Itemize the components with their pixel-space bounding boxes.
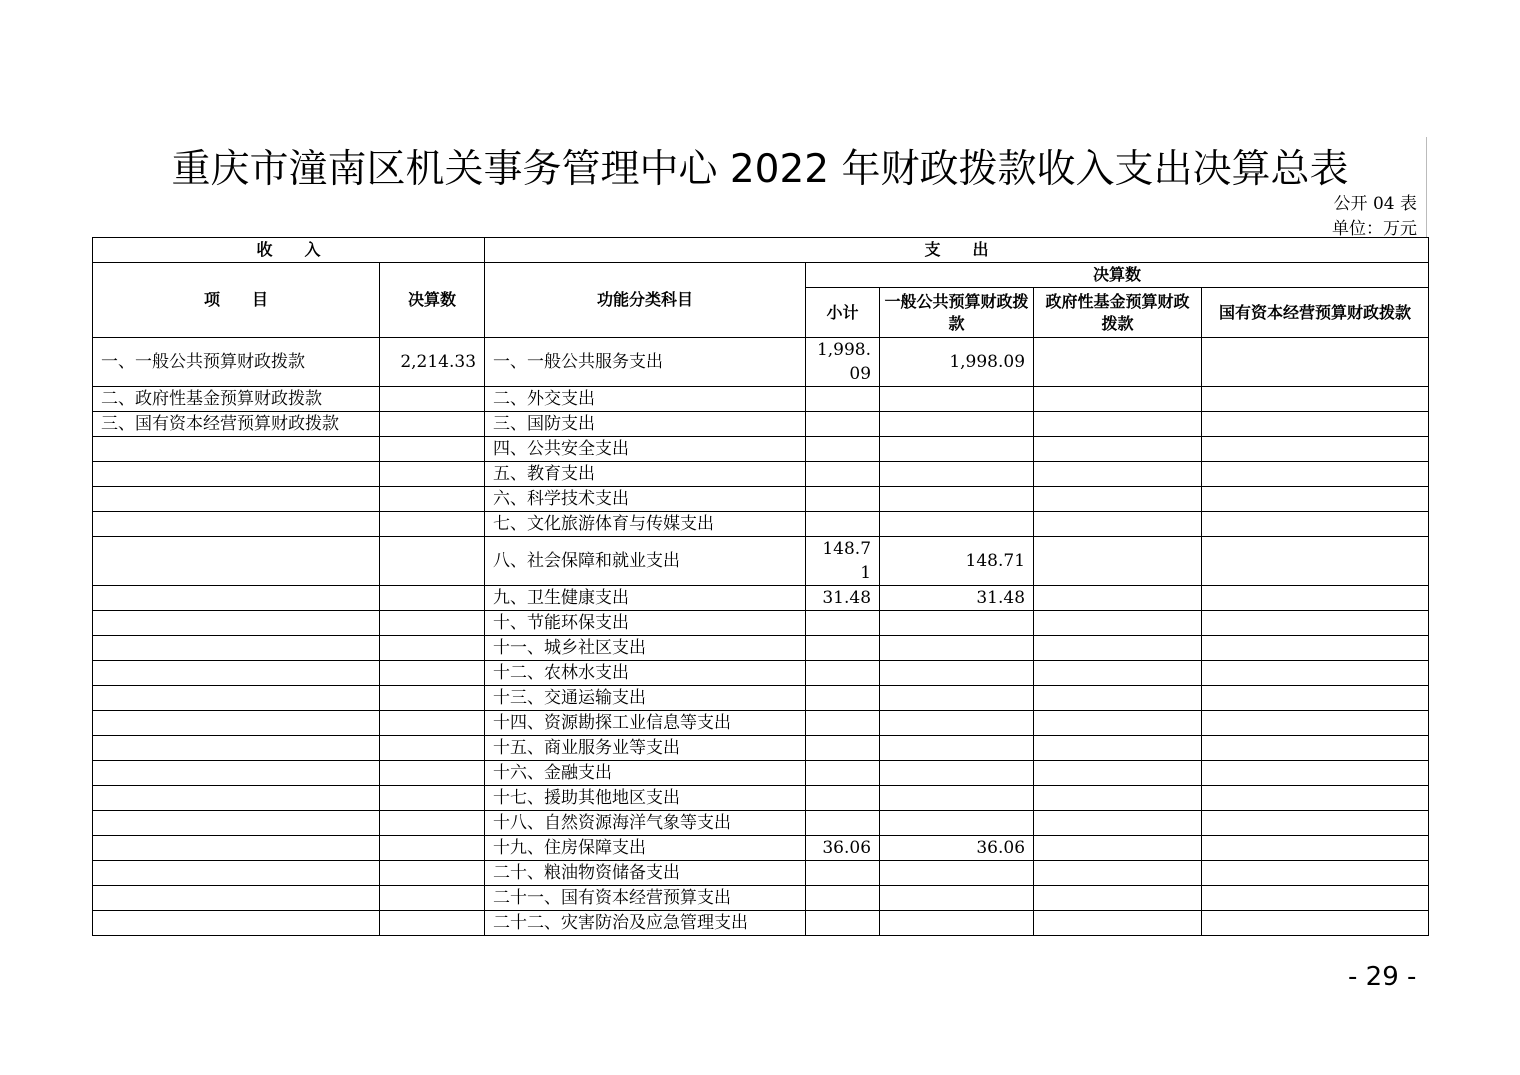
- table-row: [93, 412, 1429, 437]
- state-capital-cell: [1202, 537, 1429, 586]
- subtotal-cell: [806, 437, 880, 462]
- gov-fund-cell: [1034, 861, 1202, 886]
- expense-item-cell: 六、科学技术支出: [485, 487, 806, 512]
- state-capital-cell: [1202, 911, 1429, 936]
- subtotal-cell: [806, 412, 880, 437]
- income-amount-cell: [380, 836, 485, 861]
- state-capital-cell: [1202, 761, 1429, 786]
- state-capital-cell: [1202, 736, 1429, 761]
- subtotal-cell: [806, 861, 880, 886]
- general-budget-cell: [880, 487, 1034, 512]
- expense-item-cell: 二十、粮油物资储备支出: [485, 861, 806, 886]
- unit-label: 单位：万元: [1332, 219, 1417, 239]
- income-amount-cell: [380, 661, 485, 686]
- subtotal-cell: [806, 462, 880, 487]
- general-budget-cell: [880, 437, 1034, 462]
- subtotal-cell: [806, 811, 880, 836]
- general-budget-cell: 1,998.09: [880, 338, 1034, 387]
- gov-fund-cell: [1034, 537, 1202, 586]
- income-item-cell: [93, 786, 380, 811]
- state-capital-cell: [1202, 811, 1429, 836]
- subtotal-cell: 1,998.09: [806, 338, 880, 387]
- gov-fund-header: 政府性基金预算财政拨款: [1034, 288, 1202, 338]
- income-item-cell: [93, 736, 380, 761]
- function-subject-header: 功能分类科目: [485, 263, 806, 338]
- general-budget-cell: [880, 661, 1034, 686]
- general-budget-header: 一般公共预算财政拨款: [880, 288, 1034, 338]
- income-amount-cell: [380, 736, 485, 761]
- income-amount-cell: [380, 586, 485, 611]
- subtotal-cell: [806, 736, 880, 761]
- income-item-cell: [93, 512, 380, 537]
- income-item-cell: [93, 462, 380, 487]
- form-number: 公开 04 表: [1333, 194, 1417, 214]
- gov-fund-cell: [1034, 886, 1202, 911]
- income-item-cell: [93, 886, 380, 911]
- income-header: 收 入: [93, 238, 485, 263]
- expense-item-cell: 十七、援助其他地区支出: [485, 786, 806, 811]
- expense-item-cell: 十五、商业服务业等支出: [485, 736, 806, 761]
- table-row: [93, 886, 1429, 911]
- final-group-header: 决算数: [806, 263, 1429, 288]
- subtotal-cell: [806, 387, 880, 412]
- general-budget-cell: [880, 786, 1034, 811]
- table-row: [93, 761, 1429, 786]
- subtotal-header: 小计: [806, 288, 880, 338]
- expense-item-cell: 二、外交支出: [485, 387, 806, 412]
- income-item-cell: [93, 537, 380, 586]
- general-budget-cell: [880, 736, 1034, 761]
- expense-item-cell: 十八、自然资源海洋气象等支出: [485, 811, 806, 836]
- income-amount-cell: [380, 437, 485, 462]
- table-row: [93, 462, 1429, 487]
- table-row: [93, 686, 1429, 711]
- table-row: [93, 911, 1429, 936]
- general-budget-cell: [880, 636, 1034, 661]
- income-amount-cell: [380, 611, 485, 636]
- subtotal-cell: [806, 611, 880, 636]
- expense-item-cell: 十二、农林水支出: [485, 661, 806, 686]
- expense-item-cell: 七、文化旅游体育与传媒支出: [485, 512, 806, 537]
- gov-fund-cell: [1034, 736, 1202, 761]
- income-item-cell: [93, 661, 380, 686]
- state-capital-cell: [1202, 487, 1429, 512]
- subtotal-cell: [806, 911, 880, 936]
- state-capital-cell: [1202, 661, 1429, 686]
- state-capital-cell: [1202, 861, 1429, 886]
- state-capital-cell: [1202, 338, 1429, 387]
- income-item-cell: [93, 836, 380, 861]
- income-amount-cell: 2,214.33: [380, 338, 485, 387]
- page-number: - 29 -: [1348, 962, 1417, 992]
- item-header: 项 目: [93, 263, 380, 338]
- income-amount-cell: [380, 462, 485, 487]
- income-item-cell: 一、一般公共预算财政拨款: [93, 338, 380, 387]
- income-amount-cell: [380, 537, 485, 586]
- general-budget-cell: 31.48: [880, 586, 1034, 611]
- income-amount-cell: [380, 811, 485, 836]
- gov-fund-cell: [1034, 811, 1202, 836]
- state-capital-cell: [1202, 512, 1429, 537]
- subtotal-cell: [806, 636, 880, 661]
- gov-fund-cell: [1034, 711, 1202, 736]
- table-row: [93, 711, 1429, 736]
- income-amount-cell: [380, 711, 485, 736]
- income-item-cell: [93, 636, 380, 661]
- gov-fund-cell: [1034, 487, 1202, 512]
- gov-fund-cell: [1034, 761, 1202, 786]
- subtotal-cell: [806, 786, 880, 811]
- income-item-cell: [93, 586, 380, 611]
- gov-fund-cell: [1034, 611, 1202, 636]
- subtotal-cell: [806, 661, 880, 686]
- table-row: [93, 811, 1429, 836]
- table-row: [93, 487, 1429, 512]
- table-row: [93, 512, 1429, 537]
- expense-item-cell: 九、卫生健康支出: [485, 586, 806, 611]
- general-budget-cell: [880, 387, 1034, 412]
- state-capital-cell: [1202, 786, 1429, 811]
- state-capital-cell: [1202, 836, 1429, 861]
- table-body: [93, 338, 1429, 936]
- state-capital-cell: [1202, 437, 1429, 462]
- gov-fund-cell: [1034, 338, 1202, 387]
- expense-item-cell: 四、公共安全支出: [485, 437, 806, 462]
- subtotal-cell: [806, 686, 880, 711]
- expense-item-cell: 十一、城乡社区支出: [485, 636, 806, 661]
- gov-fund-cell: [1034, 661, 1202, 686]
- general-budget-cell: [880, 861, 1034, 886]
- general-budget-cell: [880, 711, 1034, 736]
- income-amount-cell: [380, 686, 485, 711]
- income-amount-cell: [380, 412, 485, 437]
- table-row: [93, 387, 1429, 412]
- gov-fund-cell: [1034, 636, 1202, 661]
- general-budget-cell: [880, 512, 1034, 537]
- subtotal-cell: [806, 761, 880, 786]
- state-capital-cell: [1202, 686, 1429, 711]
- income-item-cell: [93, 711, 380, 736]
- table-row: [93, 861, 1429, 886]
- gov-fund-cell: [1034, 836, 1202, 861]
- gov-fund-cell: [1034, 437, 1202, 462]
- budget-table: [92, 237, 1429, 936]
- gov-fund-cell: [1034, 786, 1202, 811]
- general-budget-cell: [880, 911, 1034, 936]
- expense-item-cell: 二十二、灾害防治及应急管理支出: [485, 911, 806, 936]
- income-amount-cell: [380, 886, 485, 911]
- income-amount-cell: [380, 487, 485, 512]
- state-capital-cell: [1202, 462, 1429, 487]
- state-capital-cell: [1202, 412, 1429, 437]
- subtotal-cell: 31.48: [806, 586, 880, 611]
- gov-fund-cell: [1034, 387, 1202, 412]
- expense-item-cell: 十三、交通运输支出: [485, 686, 806, 711]
- income-amount-cell: [380, 636, 485, 661]
- general-budget-cell: 148.71: [880, 537, 1034, 586]
- expense-item-cell: 二十一、国有资本经营预算支出: [485, 886, 806, 911]
- income-item-cell: [93, 761, 380, 786]
- final-amount-header: 决算数: [380, 263, 485, 338]
- table-row: [93, 736, 1429, 761]
- state-capital-cell: [1202, 387, 1429, 412]
- general-budget-cell: [880, 462, 1034, 487]
- expense-item-cell: 八、社会保障和就业支出: [485, 537, 806, 586]
- income-amount-cell: [380, 911, 485, 936]
- income-item-cell: [93, 911, 380, 936]
- expense-item-cell: 十四、资源勘探工业信息等支出: [485, 711, 806, 736]
- table-row: [93, 786, 1429, 811]
- income-item-cell: [93, 686, 380, 711]
- expense-item-cell: 十六、金融支出: [485, 761, 806, 786]
- income-amount-cell: [380, 761, 485, 786]
- general-budget-cell: [880, 412, 1034, 437]
- general-budget-cell: [880, 886, 1034, 911]
- table-row: [93, 611, 1429, 636]
- income-item-cell: [93, 487, 380, 512]
- income-item-cell: 三、国有资本经营预算财政拨款: [93, 412, 380, 437]
- income-amount-cell: [380, 512, 485, 537]
- gov-fund-cell: [1034, 462, 1202, 487]
- income-item-cell: [93, 437, 380, 462]
- subtotal-cell: [806, 886, 880, 911]
- income-item-cell: [93, 611, 380, 636]
- expense-item-cell: 五、教育支出: [485, 462, 806, 487]
- general-budget-cell: [880, 611, 1034, 636]
- gov-fund-cell: [1034, 512, 1202, 537]
- expense-header: 支 出: [485, 238, 1429, 263]
- general-budget-cell: [880, 761, 1034, 786]
- subtotal-cell: [806, 711, 880, 736]
- state-capital-cell: [1202, 586, 1429, 611]
- state-capital-cell: [1202, 636, 1429, 661]
- general-budget-cell: [880, 686, 1034, 711]
- table-row: [93, 661, 1429, 686]
- table-row: [93, 586, 1429, 611]
- state-capital-cell: [1202, 886, 1429, 911]
- income-item-cell: [93, 811, 380, 836]
- subtotal-cell: [806, 512, 880, 537]
- subtotal-cell: 36.06: [806, 836, 880, 861]
- state-capital-cell: [1202, 711, 1429, 736]
- table-row: [93, 636, 1429, 661]
- gov-fund-cell: [1034, 412, 1202, 437]
- general-budget-cell: 36.06: [880, 836, 1034, 861]
- page-title: 重庆市潼南区机关事务管理中心 2022 年财政拨款收入支出决算总表: [171, 147, 1349, 192]
- income-amount-cell: [380, 861, 485, 886]
- gov-fund-cell: [1034, 686, 1202, 711]
- table-row: [93, 338, 1429, 387]
- table-row: [93, 836, 1429, 861]
- general-budget-cell: [880, 811, 1034, 836]
- gov-fund-cell: [1034, 586, 1202, 611]
- gov-fund-cell: [1034, 911, 1202, 936]
- subtotal-cell: 148.71: [806, 537, 880, 586]
- expense-item-cell: 十九、住房保障支出: [485, 836, 806, 861]
- expense-item-cell: 三、国防支出: [485, 412, 806, 437]
- subtotal-cell: [806, 487, 880, 512]
- table-row: [93, 537, 1429, 586]
- state-capital-cell: [1202, 611, 1429, 636]
- income-item-cell: [93, 861, 380, 886]
- expense-item-cell: 一、一般公共服务支出: [485, 338, 806, 387]
- income-amount-cell: [380, 786, 485, 811]
- income-amount-cell: [380, 387, 485, 412]
- table-row: [93, 437, 1429, 462]
- state-capital-header: 国有资本经营预算财政拨款: [1202, 288, 1429, 338]
- income-item-cell: 二、政府性基金预算财政拨款: [93, 387, 380, 412]
- expense-item-cell: 十、节能环保支出: [485, 611, 806, 636]
